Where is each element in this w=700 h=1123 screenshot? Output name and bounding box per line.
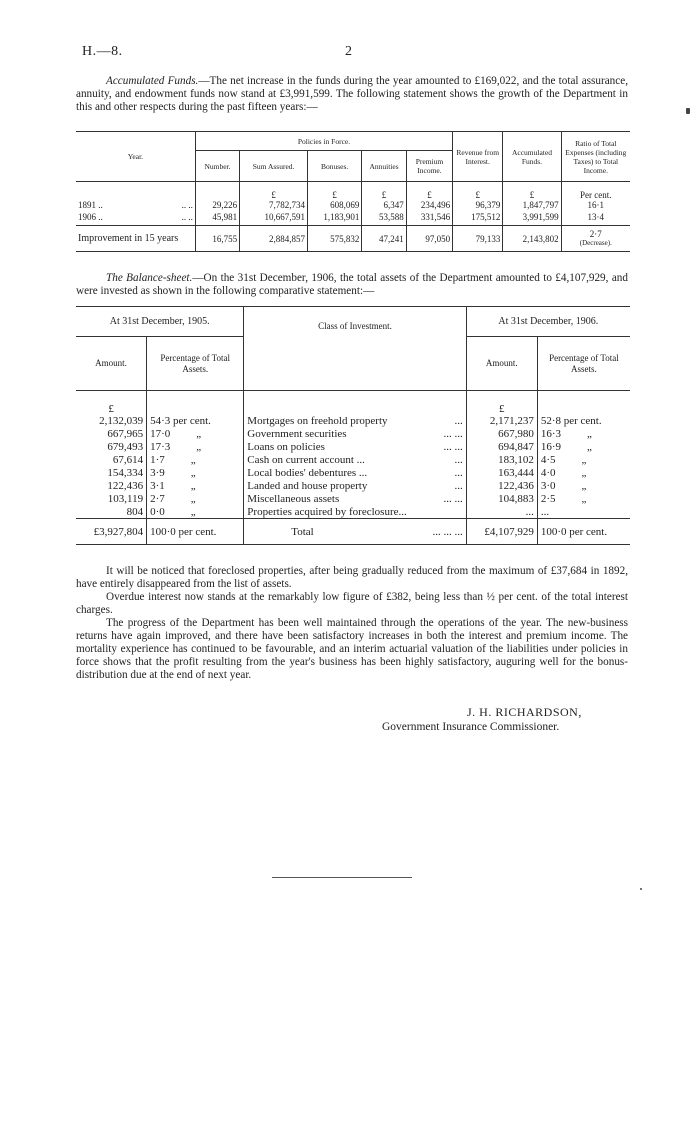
pct-value: 16·9 [540,441,561,453]
closing-paragraph-1: It will be noticed that foreclosed properties, after being gradually reduced from the maximum of £37,684 in 1892, have entirely disappeared from the list of assets. [76,565,628,590]
table-row [76,506,630,519]
cell-pct-1905 [147,467,244,480]
cell-revenue: 79,133 [453,226,503,252]
closing-paragraph-3: The progress of the Department has been well maintained through the operations of the year. The new-business returns have again improved, and there have been satisfactory increases in both the interest and premium income. The mortality experience has continued to be favourable, and an interim actuarial valuation of the liabilities under policies in force shows that the profit resulting from the year's business has been highly satisfactory, auguring well for the bonus-distribution due at the end of next year. [76,617,628,681]
col-revenue-header: Revenue from Interest. [453,132,503,182]
cell-sum: 7,782,734 [240,200,308,210]
ditto-mark: „ [190,467,196,479]
unit-annuities: £ [362,182,406,200]
cell-funds: 3,991,599 [503,210,561,226]
ditto-mark: „ [581,454,587,466]
unit-bonuses: £ [308,182,362,200]
unit-premium: £ [406,182,452,200]
cell-amount-1905: 804 [126,505,144,518]
cell-pct-1905 [147,454,244,467]
units-row [76,182,630,200]
cell-amount-1905: 67,614 [112,454,144,466]
cell-sum: 10,667,591 [240,210,308,226]
pct-1906-header: Percentage of Total Assets. [537,337,630,391]
table-row [76,493,630,506]
cell-amount-1906: 183,102 [466,454,537,467]
table-row [76,467,630,480]
margin-mark [686,108,690,114]
total-1906: £4,107,929 [466,519,537,545]
col-ratio-header: Ratio of Total Expenses (including Taxes) to Total Income. [561,132,630,182]
class-label: Local bodies' debentures ... [247,467,368,479]
cell-class [244,493,466,506]
table-row [76,441,630,454]
ditto-mark: „ [190,505,196,518]
cell-bonuses: 575,832 [308,226,362,252]
pct-1905-header: Percentage of Total Assets. [147,337,244,391]
cell-pct-1905 [147,428,244,441]
unit-revenue: £ [453,182,503,200]
class-label: Loans on policies [247,441,325,453]
col-annuities-header: Annuities [362,151,406,182]
total-pct-1905: 100·0 per cent. [147,519,244,545]
cell-bonuses: 608,069 [308,200,362,210]
table-row [76,480,630,493]
cell-sum: 2,884,857 [240,226,308,252]
pct-value: 54·3 per cent. [150,415,211,427]
class-label: Landed and house property [247,480,368,492]
pct-value: 17·0 [150,428,171,440]
ratio-note: (Decrease). [579,238,612,247]
total-1905: £3,927,804 [93,525,144,538]
signature-title: Government Insurance Commissioner. [382,721,560,733]
row-dots: .. .. [181,212,193,223]
cell-annuities: 6,347 [362,200,406,210]
cell-amount-1906: 2,171,237 [466,415,537,428]
cell-number: 45,981 [195,210,239,226]
cell-amount-1905: 679,493 [107,441,144,453]
cell-pct-1905 [147,441,244,454]
pct-value: 3·9 [150,467,165,479]
cell-amount-1905: 103,119 [107,493,144,505]
pct-value: 16·3 [540,428,561,440]
cell-ratio [561,226,630,252]
pct-value: 3·0 [540,480,556,492]
cell-pct-1906 [537,441,630,454]
leader-dots: ... [454,480,463,492]
ditto-mark: „ [586,441,592,453]
leader-dots: ... [454,415,463,427]
row-dots: .. .. [181,199,193,210]
amount-1905-header: Amount. [95,358,127,368]
class-label: Mortgages on freehold property [247,415,388,427]
col-sum-header: Sum Assured. [240,151,308,182]
pct-value: 3·1 [150,480,165,492]
row-year: 1906 .. [78,212,103,223]
cell-pct-1906 [537,506,630,519]
class-label: Miscellaneous assets [247,493,340,505]
cell-funds: 2,143,802 [503,226,561,252]
unit-ratio: Per cent. [561,182,630,200]
closing-paragraph-2: Overdue interest now stands at the remarkably low figure of £382, being less than ½ per cent. of the total interest charges. [76,591,628,616]
ditto-mark: „ [586,428,592,440]
leader-dots: ... ... [443,493,463,505]
pct-value: 0·0 [150,505,165,518]
table-row [76,415,630,428]
ditto-mark: „ [190,454,196,466]
currency-1906: £ [466,391,537,415]
pct-value: 4·0 [540,467,556,479]
cell-annuities: 47,241 [362,226,406,252]
class-header: Class of Investment. [244,307,466,391]
unit-sum: £ [240,182,308,200]
cell-premium: 97,050 [406,226,452,252]
cell-amount-1905: 667,965 [107,428,144,440]
cell-class [244,454,466,467]
pct-value: 4·5 [540,454,556,466]
header-1906: At 31st December, 1906. [466,307,630,337]
pct-value: 52·8 per cent. [540,415,602,427]
pct-value: 2·5 [540,493,556,505]
improvement-label: Improvement in 15 years [78,233,179,244]
growth-table [76,131,630,252]
total-label: Total [291,525,314,538]
cell-number: 29,226 [195,200,239,210]
cell-amount-1906: 104,883 [466,493,537,506]
cell-amount-1905: 154,334 [107,467,144,479]
ratio-value: 2·7 [589,228,602,239]
cell-amount-1906: ... [466,506,537,519]
class-label: Cash on current account ... [247,454,365,466]
currency-1905: £ [108,402,114,415]
table-row [76,428,630,441]
col-funds-header: Accumulated Funds. [503,132,561,182]
cell-pct-1906 [537,467,630,480]
cell-premium: 234,496 [406,200,452,210]
cell-pct-1905 [147,480,244,493]
table-row [76,200,630,210]
col-year-header: Year. [127,152,144,161]
cell-pct-1906 [537,493,630,506]
ditto-mark: „ [190,493,196,505]
leader-dots: ... ... [443,441,463,453]
cell-ratio: 16·1 [561,200,630,210]
cell-pct-1905 [147,493,244,506]
closing-rule [272,877,412,878]
table-row [76,454,630,467]
ditto-mark: „ [196,441,202,453]
cell-amount-1905: 2,132,039 [99,415,144,427]
page-reference: H.—8. [82,44,123,59]
total-leader: ... ... ... [432,525,463,538]
cell-class [244,415,466,428]
cell-pct-1906 [537,428,630,441]
cell-class [244,506,466,519]
ditto-mark: „ [190,480,196,492]
cell-premium: 331,546 [406,210,452,226]
total-pct-1906: 100·0 per cent. [537,519,630,545]
leader-dots: ... ... [443,428,463,440]
signature-name: J. H. RICHARDSON, [467,705,582,719]
cell-amount-1906: 122,436 [466,480,537,493]
balance-sheet-heading: The Balance-sheet. [106,272,193,284]
cell-amount-1906: 163,444 [466,467,537,480]
cell-bonuses: 1,183,901 [308,210,362,226]
col-premium-header: Premium Income. [406,151,452,182]
accumulated-funds-paragraph [76,75,628,114]
leader-dots: ... [454,454,463,466]
class-label: Government securities [247,428,347,440]
pct-value: 2·7 [150,493,165,505]
total-label-cell [244,519,466,545]
cell-revenue: 175,512 [453,210,503,226]
cell-pct-1906 [537,480,630,493]
cell-amount-1906: 694,847 [466,441,537,454]
accumulated-funds-text: —The net increase in the funds during the year amounted to £169,022, and the total assurance, annuity, and endowment funds now stand at £3,991,599. The following statement shows the growth of the Department in this and other respects during the past fifteen years:— [76,75,628,113]
cell-revenue: 96,379 [453,200,503,210]
currency-row [76,391,630,415]
pct-value: ... [540,505,550,518]
balance-sheet-text: —On the 31st December, 1906, the total assets of the Department amounted to £4,107,929, and were invested as shown in the following comparative statement:— [76,272,628,297]
pct-value: 1·7 [150,454,165,466]
cell-ratio: 13·4 [561,210,630,226]
cell-number: 16,755 [195,226,239,252]
investment-table [76,306,630,545]
balance-sheet-paragraph [76,272,628,298]
amount-1906-header: Amount. [466,337,537,391]
cell-annuities: 53,588 [362,210,406,226]
cell-amount-1906: 667,980 [466,428,537,441]
page-number: 2 [345,44,352,59]
leader-dots: ... [454,467,463,479]
cell-funds: 1,847,797 [503,200,561,210]
cell-class [244,441,466,454]
ditto-mark: „ [196,428,202,440]
cell-class [244,428,466,441]
cell-pct-1906 [537,454,630,467]
cell-pct-1906 [537,415,630,428]
col-policies-group-header: Policies in Force. [195,132,452,151]
ditto-mark: „ [581,467,587,479]
cell-pct-1905 [147,415,244,428]
class-label: Properties acquired by foreclosure... [247,505,407,518]
col-number-header: Number. [195,151,239,182]
row-year: 1891 .. [78,199,103,210]
cell-class [244,480,466,493]
cell-amount-1905: 122,436 [107,480,144,492]
stray-mark [640,888,642,890]
ditto-mark: „ [581,480,587,492]
col-bonuses-header: Bonuses. [308,151,362,182]
unit-funds: £ [503,182,561,200]
accumulated-funds-heading: Accumulated Funds. [106,75,199,87]
total-row [76,519,630,545]
ditto-mark: „ [581,493,587,505]
pct-value: 17·3 [150,441,171,453]
cell-pct-1905 [147,506,244,519]
header-1905: At 31st December, 1905. [76,307,244,337]
improvement-row [76,226,630,252]
table-row [76,210,630,226]
cell-class [244,467,466,480]
